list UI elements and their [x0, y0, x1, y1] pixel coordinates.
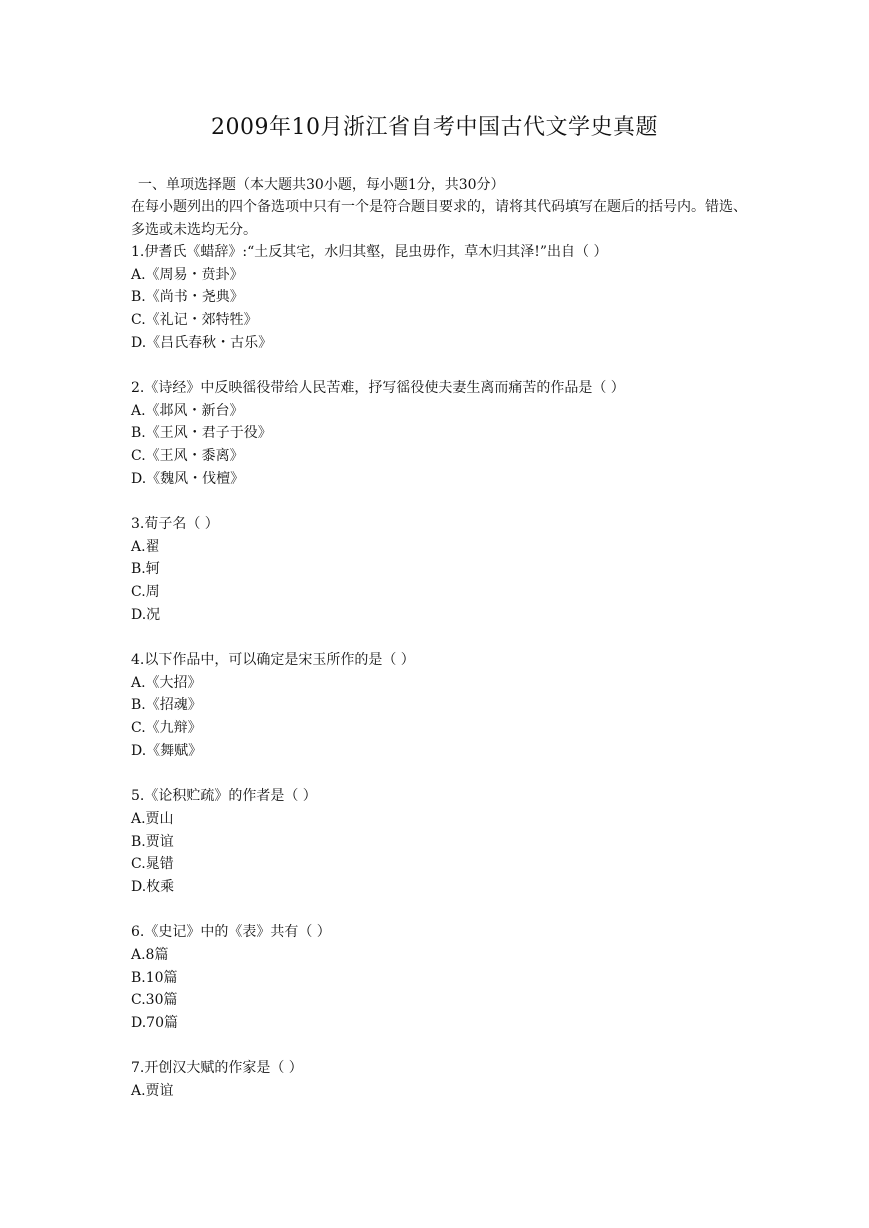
question-4 [131, 649, 751, 762]
option-d: D.70篇 [131, 1014, 178, 1031]
question-stem: 2.《诗经》中反映徭役带给人民苦难，抒写徭役使夫妻生离而痛苦的作品是（ ） [131, 380, 625, 397]
option-a: A.《大招》 [131, 674, 202, 691]
question-stem: 5.《论积贮疏》的作者是（ ） [131, 788, 317, 805]
question-6 [131, 921, 751, 1034]
question-stem: 6.《史记》中的《表》共有（ ） [131, 924, 331, 941]
option-a: A.8篇 [131, 946, 169, 963]
section-heading: 一、单项选择题（本大题共30小题，每小题1分，共30分） [138, 177, 505, 193]
option-d: D.《魏风・伐檀》 [131, 470, 245, 487]
option-b: B.轲 [131, 561, 160, 578]
question-3 [131, 513, 751, 626]
question-stem: 1.伊耆氏《蜡辞》:“土反其宅，水归其壑，昆虫毋作，草木归其泽!”出自（ ） [131, 244, 608, 260]
option-d: D.《舞赋》 [131, 742, 203, 759]
instructions-text: 在每小题列出的四个备选项中只有一个是符合题目要求的，请将其代码填写在题后的括号内。错选、多选或未选均无分。 [131, 199, 747, 238]
question-stem: 4.以下作品中，可以确定是宋玉所作的是（ ） [131, 652, 415, 669]
option-d: D.《吕氏春秋・古乐》 [131, 334, 273, 351]
option-c: C.30篇 [131, 992, 178, 1009]
option-d: D.枚乘 [131, 878, 175, 895]
option-a: A.贾谊 [131, 1082, 174, 1099]
option-b: B.《尚书・尧典》 [131, 289, 244, 306]
option-a: A.贾山 [131, 810, 174, 827]
option-d: D.况 [131, 606, 161, 623]
option-b: B.10篇 [131, 969, 178, 986]
option-c: C.《九辩》 [131, 720, 202, 737]
option-c: C.《礼记・郊特牲》 [131, 312, 258, 329]
question-7 [131, 1057, 751, 1102]
option-b: B.贾谊 [131, 833, 174, 850]
question-stem: 7.开创汉大赋的作家是（ ） [131, 1060, 303, 1077]
question-1 [131, 241, 751, 354]
question-5 [131, 785, 751, 898]
option-a: A.《周易・贲卦》 [131, 266, 244, 283]
option-c: C.周 [131, 584, 160, 601]
question-list [131, 241, 751, 1125]
option-c: C.《王风・黍离》 [131, 448, 244, 465]
option-c: C.晁错 [131, 856, 174, 873]
option-a: A.《邶风・新台》 [131, 402, 244, 419]
option-b: B.《招魂》 [131, 697, 202, 714]
option-b: B.《王风・君子于役》 [131, 425, 272, 442]
option-a: A.翟 [131, 538, 160, 555]
question-stem: 3.荀子名（ ） [131, 516, 219, 533]
document-title: 2009年10月浙江省自考中国古代文学史真题 [211, 115, 658, 140]
question-2 [131, 377, 751, 490]
